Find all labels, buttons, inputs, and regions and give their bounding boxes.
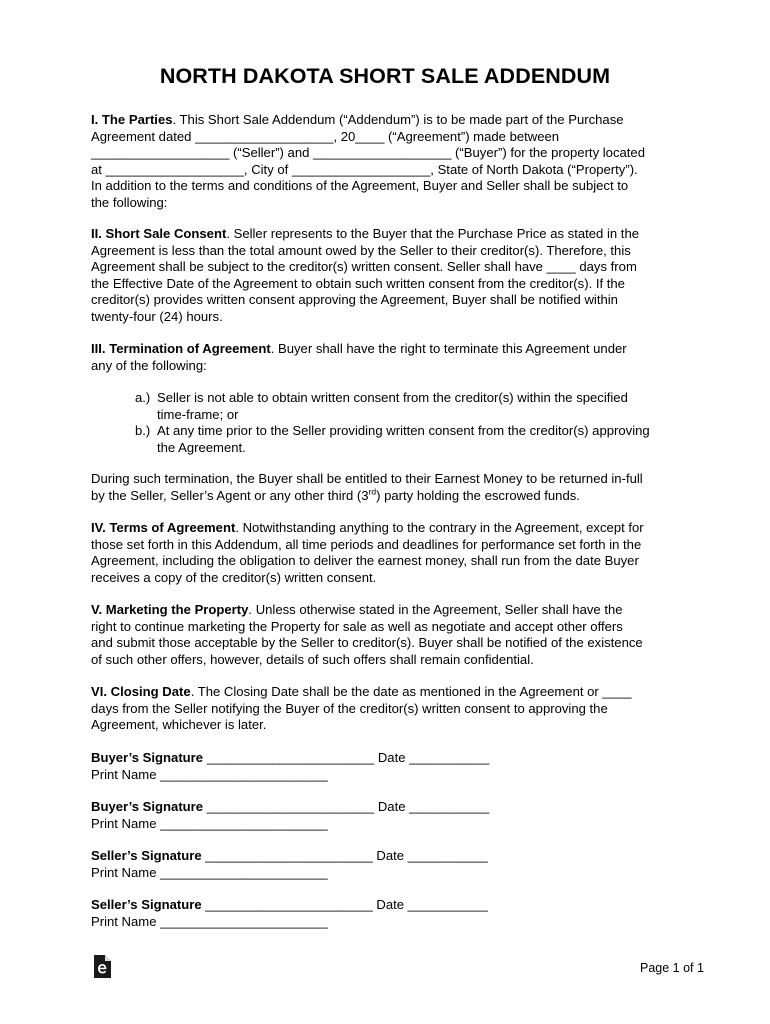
section-heading: V. Marketing the Property (91, 602, 249, 617)
section-text: by the Seller, Seller’s Agent or any other third (3 (91, 487, 369, 503)
section-text: Agreement, including the obligation to deliver the earnest money, shall run from the date Buyer (91, 553, 639, 569)
section-text: . Buyer shall have the right to terminate this Agreement under (270, 341, 627, 356)
section-marketing (91, 602, 691, 668)
section-text: . Notwithstanding anything to the contrary in the Agreement, except for (235, 520, 644, 535)
signature-line[interactable]: _______________________ (203, 799, 378, 814)
section-text: the following: (91, 194, 168, 210)
section-text: . This Short Sale Addendum (“Addendum”) is to be made part of the Purchase (172, 112, 624, 127)
signature-label: Buyer’s Signature (91, 750, 204, 765)
print-name-field[interactable]: Print Name _______________________ (91, 913, 328, 929)
document-title: NORTH DAKOTA SHORT SALE ADDENDUM (159, 64, 611, 88)
list-item (135, 423, 695, 456)
signature-block (91, 799, 691, 832)
section-text: Agreement is less than the total amount owed by the Seller to their creditor(s). Therefore, this (91, 242, 631, 258)
section-text: receives a copy of the creditor(s) written consent. (91, 569, 377, 585)
section-text: at ___________________, City of ___________________, State of North Dakota (“Property”). (91, 161, 638, 177)
section-text: Agreement, whichever is later. (91, 717, 267, 733)
print-name-field[interactable]: Print Name _______________________ (91, 815, 328, 831)
signature-line[interactable]: _______________________ (203, 750, 378, 765)
page-number: Page 1 of 1 (640, 961, 704, 975)
signature-line[interactable]: _______________________ (201, 848, 377, 863)
date-field[interactable]: Date ___________ (376, 848, 488, 863)
date-field[interactable]: Date ___________ (377, 750, 490, 765)
section-heading: I. The Parties (91, 112, 173, 127)
section-text: creditor(s) provides written consent approving the Agreement, Buyer shall be notified within (91, 292, 618, 308)
signature-block (91, 750, 691, 783)
section-text: . Unless otherwise stated in the Agreement, Seller shall have the (248, 602, 623, 617)
section-text: of such other offers, however, details of such offers shall remain confidential. (91, 651, 534, 667)
section-heading: VI. Closing Date (91, 684, 191, 699)
date-field[interactable]: Date ___________ (376, 897, 488, 912)
section-consent (91, 226, 691, 326)
list-marker: b.) (135, 423, 151, 438)
eforms-logo-icon (93, 955, 112, 979)
section-text: right to continue marketing the Property for sale as well as negotiate and accept other offers (91, 618, 623, 634)
list-text: Seller is not able to obtain written consent from the creditor(s) within the specified (157, 390, 628, 405)
date-field[interactable]: Date ___________ (377, 799, 490, 814)
signature-line[interactable]: _______________________ (201, 897, 377, 912)
section-text: and submit those acceptable by the Seller to creditor(s). Buyer shall be notified of the existence (91, 635, 643, 651)
section-text: . Seller represents to the Buyer that the Purchase Price as stated in the (226, 226, 640, 241)
signature-label: Seller’s Signature (91, 848, 202, 863)
list-text: the Agreement. (157, 439, 246, 455)
print-name-field[interactable]: Print Name _______________________ (91, 766, 328, 782)
section-heading: III. Termination of Agreement (91, 341, 271, 356)
section-text: the Effective Date of the Agreement to obtain such written consent from the creditor(s). If the (91, 275, 625, 291)
signature-block (91, 848, 691, 881)
section-text: Agreement dated ___________________, 20____ (“Agreement”) made between (91, 128, 560, 144)
signature-label: Buyer’s Signature (91, 799, 204, 814)
section-text: ___________________ (“Seller”) and ___________________ (“Buyer”) for the property located (91, 145, 645, 161)
section-parties (91, 112, 691, 212)
print-name-field[interactable]: Print Name _______________________ (91, 864, 328, 880)
section-termination (91, 341, 691, 374)
list-marker: a.) (135, 390, 151, 405)
section-text: those set forth in this Addendum, all time periods and deadlines for performance set forth in the (91, 536, 642, 552)
section-text: ) party holding the escrowed funds. (376, 487, 580, 503)
list-item (135, 390, 695, 423)
signature-block (91, 897, 691, 930)
section-text: In addition to the terms and conditions of the Agreement, Buyer and Seller shall be subject to (91, 178, 629, 194)
section-text: Agreement shall be subject to the creditor(s) written consent. Seller shall have ____ days from (91, 259, 637, 275)
section-text: . The Closing Date shall be the date as mentioned in the Agreement or ____ (190, 684, 632, 699)
section-closing (91, 684, 691, 734)
section-text: any of the following: (91, 357, 207, 373)
section-text: days from the Seller notifying the Buyer of the creditor(s) written consent to approving the (91, 700, 608, 716)
section-terms (91, 520, 691, 586)
section-heading: II. Short Sale Consent (91, 226, 227, 241)
list-text: At any time prior to the Seller providing written consent from the creditor(s) approving (157, 423, 650, 438)
termination-note (91, 471, 691, 504)
list-text: time-frame; or (157, 406, 239, 422)
superscript: rd (368, 486, 377, 497)
section-text: twenty-four (24) hours. (91, 308, 223, 324)
section-text: During such termination, the Buyer shall be entitled to their Earnest Money to be returned in-full (91, 471, 643, 486)
signature-label: Seller’s Signature (91, 897, 202, 912)
section-heading: IV. Terms of Agreement (91, 520, 236, 535)
